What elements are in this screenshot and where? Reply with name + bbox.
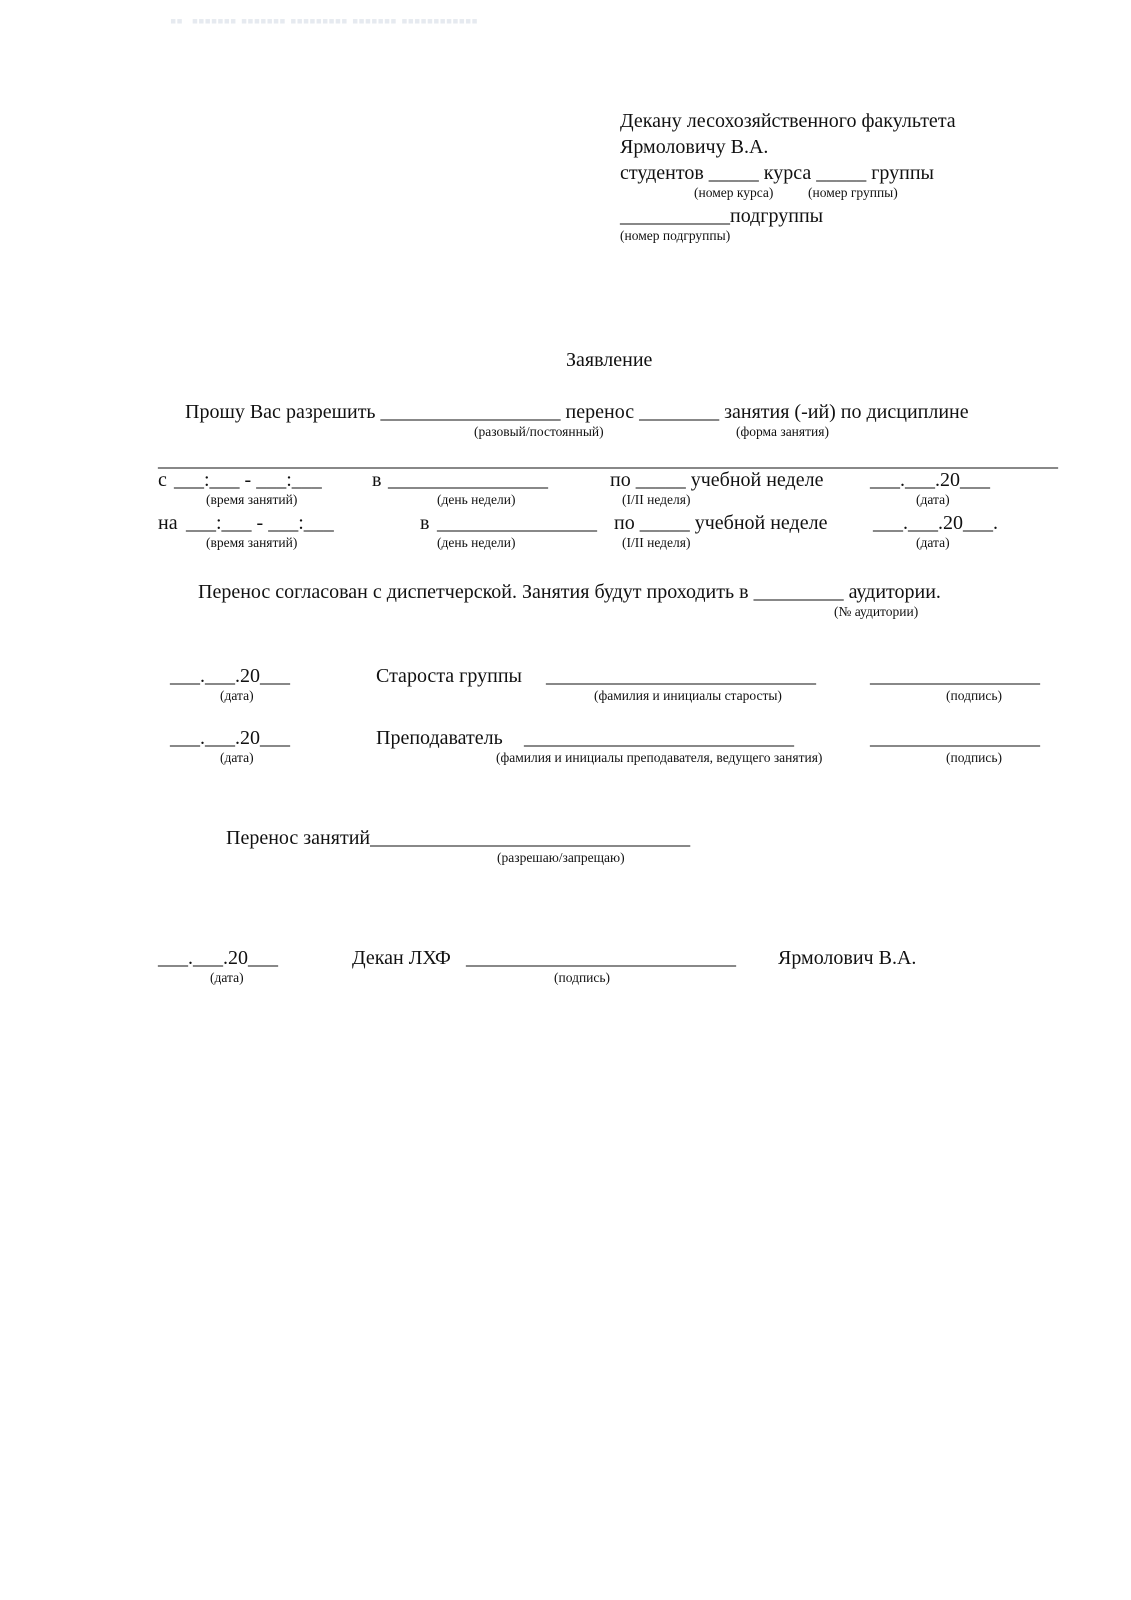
hint-decision: (разрешаю/запрещаю)	[497, 850, 625, 865]
hint-teacher-date: (дата)	[220, 750, 254, 765]
from-time-range: ___:___ - ___:___	[174, 469, 322, 491]
hint-course-number: (номер курса)	[694, 185, 774, 200]
hint-headman-name: (фамилия и инициалы старосты)	[594, 688, 782, 703]
hint-dean-date: (дата)	[210, 970, 244, 985]
hint-headman-sign: (подпись)	[946, 688, 1003, 703]
headman-date: ___.___.20___	[170, 665, 290, 687]
hint-teacher-name: (фамилия и инициалы преподавателя, ведущего занятия)	[496, 750, 823, 765]
teacher-date: ___.___.20___	[170, 727, 290, 749]
from-week-text: по _____ учебной неделе	[610, 469, 824, 491]
from-in-word: в	[372, 469, 382, 491]
hint-to-date: (дата)	[916, 535, 950, 550]
hint-from-date: (дата)	[916, 492, 950, 507]
dean-sign-line: ___________________________	[466, 947, 736, 969]
decision-text: Перенос занятий________________________________	[226, 827, 691, 849]
to-week-text: по _____ учебной неделе	[614, 512, 828, 534]
dean-name: Ярмолович В.А.	[778, 947, 917, 969]
headman-label: Староста группы	[376, 665, 522, 687]
hint-request-type: (разовый/постоянный)	[474, 424, 604, 439]
from-day-line: ________________	[388, 469, 548, 491]
hint-from-week: (I/II неделя)	[622, 492, 691, 507]
from-prefix: с	[158, 469, 167, 491]
to-prefix: на	[158, 512, 178, 534]
hint-to-day: (день недели)	[437, 535, 516, 550]
hint-teacher-sign: (подпись)	[946, 750, 1003, 765]
addressee-line-dean: Декану лесохозяйственного факультета	[620, 110, 956, 132]
hint-to-time: (время занятий)	[206, 535, 298, 550]
hint-group-number: (номер группы)	[808, 185, 898, 200]
hint-subgroup-number: (номер подгруппы)	[620, 228, 731, 243]
dean-date: ___.___.20___	[158, 947, 278, 969]
to-time-range: ___:___ - ___:___	[186, 512, 334, 534]
addressee-line-subgroup: ___________подгруппы	[620, 205, 824, 227]
discipline-line: __________________________________________________________________________________________	[158, 449, 1058, 471]
ghost-text: ▪▪ ▪▪▪▪▪▪▪ ▪▪▪▪▪▪▪ ▪▪▪▪▪▪▪▪▪ ▪▪▪▪▪▪▪ ▪▪▪▪▪▪▪▪▪▪▪▪	[170, 11, 478, 31]
hint-headman-date: (дата)	[220, 688, 254, 703]
hint-from-day: (день недели)	[437, 492, 516, 507]
teacher-sign-line: _________________	[870, 727, 1040, 749]
headman-sign-line: _________________	[870, 665, 1040, 687]
dean-label: Декан ЛХФ	[352, 947, 451, 969]
teacher-label: Преподаватель	[376, 727, 503, 749]
hint-dean-sign: (подпись)	[554, 970, 611, 985]
hint-class-form: (форма занятия)	[736, 424, 829, 439]
headman-name-line: ___________________________	[546, 665, 816, 687]
to-in-word: в	[420, 512, 430, 534]
teacher-name-line: ___________________________	[524, 727, 794, 749]
document-title: Заявление	[566, 349, 653, 371]
addressee-line-name: Ярмоловичу В.А.	[620, 136, 769, 158]
to-date: ___.___.20___.	[873, 512, 998, 534]
dispatch-text: Перенос согласован с диспетчерской. Занятия будут проходить в _________ аудитории.	[198, 581, 941, 603]
hint-to-week: (I/II неделя)	[622, 535, 691, 550]
from-date: ___.___.20___	[870, 469, 990, 491]
request-text: Прошу Вас разрешить __________________ перенос ________ занятия (-ий) по дисциплине	[185, 401, 969, 423]
addressee-line-students: студентов _____ курса _____ группы	[620, 162, 934, 184]
to-day-line: ________________	[437, 512, 597, 534]
hint-from-time: (время занятий)	[206, 492, 298, 507]
hint-room-number: (№ аудитории)	[834, 604, 919, 619]
